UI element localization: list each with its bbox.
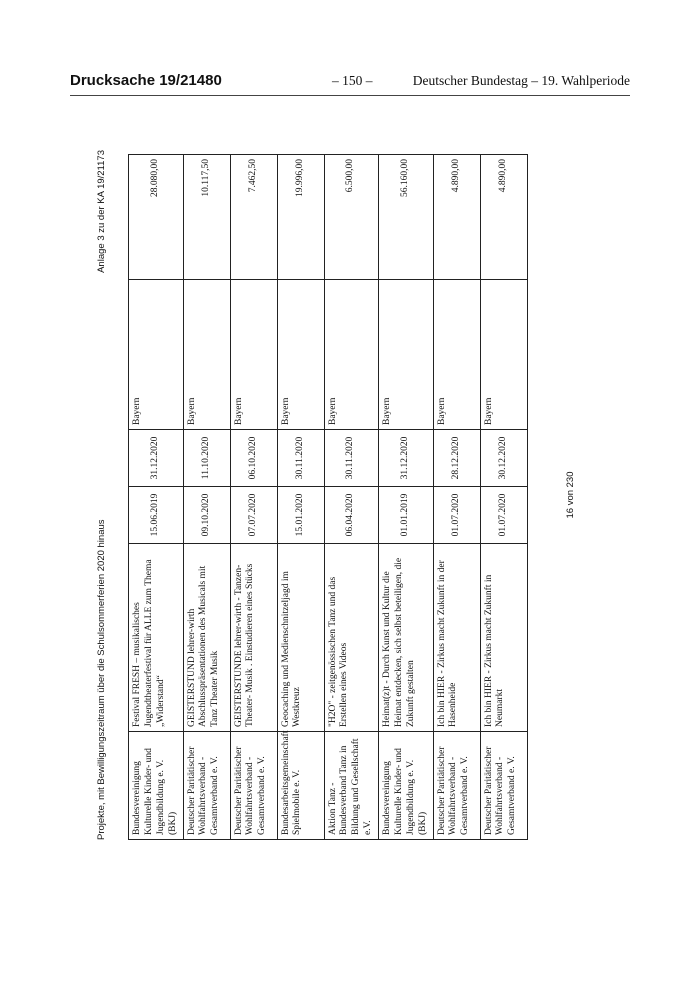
amount-cell: 56.160,00 (379, 155, 434, 280)
start-date-cell: 15.06.2019 (129, 487, 184, 544)
organization-cell: Bundesvereinigung Kulturelle Kinder- und Jugendbildung e. V. (BKJ) (129, 732, 184, 840)
amount-cell: 4.890,00 (433, 155, 480, 280)
organization-cell: Aktion Tanz - Bundesverband Tanz in Bildung und Gesellschaft e.V. (324, 732, 379, 840)
end-date-cell: 30.12.2020 (480, 430, 527, 487)
table-row (480, 155, 527, 840)
state-cell: Bayern (324, 280, 379, 430)
table-row (129, 155, 184, 840)
table-row (379, 155, 434, 840)
projects-table (128, 154, 528, 840)
start-date-cell: 09.10.2020 (183, 487, 230, 544)
amount-cell: 19.996,00 (277, 155, 324, 280)
header-divider (70, 95, 630, 96)
page-header (70, 72, 630, 92)
start-date-cell: 01.07.2020 (433, 487, 480, 544)
annex-reference: Anlage 3 zu der KA 19/21173 (96, 150, 107, 273)
amount-cell: 7.462,50 (230, 155, 277, 280)
start-date-cell: 01.07.2020 (480, 487, 527, 544)
project-cell: Heimat(z)t - Durch Kunst und Kultur die Heimat entdecken, sich selbst beteiligen, die Zukunft gestalten (379, 544, 434, 732)
organization-cell: Deutscher Paritätischer Wohlfahrtsverband - Gesamtverband e. V. (230, 732, 277, 840)
state-cell: Bayern (277, 280, 324, 430)
project-cell: Geocaching und Medienschnitzeljagd im Westkreuz (277, 544, 324, 732)
table-row (324, 155, 379, 840)
end-date-cell: 28.12.2020 (433, 430, 480, 487)
start-date-cell: 07.07.2020 (230, 487, 277, 544)
project-cell: GEISTERSTUND lehrer-wirth Abschlusspräsentationen des Musicals mit Tanz Theater Musik (183, 544, 230, 732)
table-row (183, 155, 230, 840)
start-date-cell: 06.04.2020 (324, 487, 379, 544)
page-number: – 150 – (332, 73, 373, 88)
project-cell: Ich bin HIER - Zirkus macht Zukunft in der Hasenheide (433, 544, 480, 732)
table-caption: Projekte, mit Bewilligungszeitraum über die Schulsommerferien 2020 hinaus (96, 519, 107, 840)
table-row (277, 155, 324, 840)
end-date-cell: 31.12.2020 (379, 430, 434, 487)
amount-cell: 10.117,50 (183, 155, 230, 280)
document-number (70, 72, 222, 89)
state-cell: Bayern (379, 280, 434, 430)
state-cell: Bayern (183, 280, 230, 430)
organization-cell: Deutscher Paritätischer Wohlfahrtsverband - Gesamtverband e. V. (433, 732, 480, 840)
end-date-cell: 11.10.2020 (183, 430, 230, 487)
organization-cell: Bundesarbeitsgemeinschaft Spielmobile e. V. (277, 732, 324, 840)
amount-cell: 4.890,00 (480, 155, 527, 280)
page-footer: 16 von 230 (565, 471, 576, 519)
amount-cell: 6.500,00 (324, 155, 379, 280)
start-date-cell: 15.01.2020 (277, 487, 324, 544)
organization-cell: Deutscher Paritätischer Wohlfahrtsverband - Gesamtverband e. V. (480, 732, 527, 840)
end-date-cell: 31.12.2020 (129, 430, 184, 487)
document-number-prefix: Drucksache 19/ (70, 72, 181, 89)
rotated-page-content (90, 145, 610, 845)
table-row (230, 155, 277, 840)
project-cell: Festival FRESH – musikalisches Jugendtheaterfestival für ALLE zum Thema „Widerstand“ (129, 544, 184, 732)
state-cell: Bayern (433, 280, 480, 430)
start-date-cell: 01.01.2019 (379, 487, 434, 544)
state-cell: Bayern (230, 280, 277, 430)
document-number-value: 21480 (180, 72, 222, 89)
amount-cell: 28.080,00 (129, 155, 184, 280)
table-row (433, 155, 480, 840)
project-cell: "H2O" - zeitgenössischen Tanz und das Erstellen eines Videos (324, 544, 379, 732)
issuer: Deutscher Bundestag – 19. Wahlperiode (412, 73, 630, 88)
end-date-cell: 30.11.2020 (324, 430, 379, 487)
project-cell: Ich bin HIER - Zirkus macht Zukunft in Neumarkt (480, 544, 527, 732)
project-cell: GEISTERSTUNDE lehrer-wirth - Tanzen- Theater- Musik . Einstudieren eines Stücks (230, 544, 277, 732)
organization-cell: Deutscher Paritätischer Wohlfahrtsverband - Gesamtverband e. V. (183, 732, 230, 840)
state-cell: Bayern (480, 280, 527, 430)
state-cell: Bayern (129, 280, 184, 430)
end-date-cell: 06.10.2020 (230, 430, 277, 487)
organization-cell: Bundesvereinigung Kulturelle Kinder- und Jugendbildung e. V. (BKJ) (379, 732, 434, 840)
end-date-cell: 30.11.2020 (277, 430, 324, 487)
